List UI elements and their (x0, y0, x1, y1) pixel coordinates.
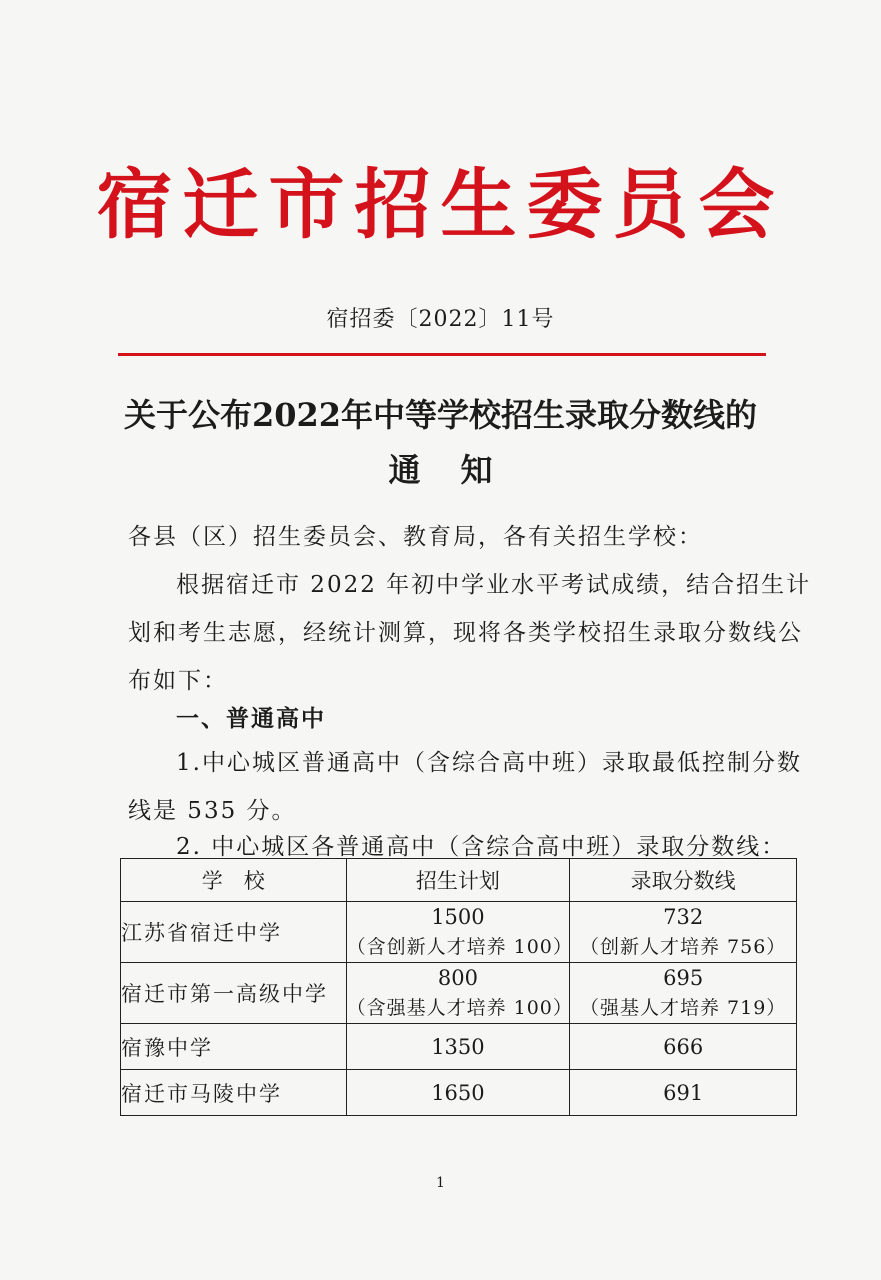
page-number: 1 (436, 1175, 445, 1191)
plan-note: （含强基人才培养 100） (346, 997, 573, 1019)
school-name: 宿豫中学 (121, 1024, 347, 1070)
column-header: 学 校 (121, 859, 347, 902)
table-row (121, 963, 797, 1024)
paragraph-line: 线是 535 分。 (128, 798, 297, 824)
plan-cell (346, 963, 573, 1024)
paragraph-line: 1.中心城区普通高中（含综合高中班）录取最低控制分数 (176, 750, 802, 776)
doc-number: 宿招委〔2022〕11号 (326, 307, 555, 332)
plan-value: 1350 (346, 1024, 570, 1070)
plan-note: （含创新人才培养 100） (346, 936, 573, 958)
school-name: 江苏省宿迁中学 (121, 902, 347, 963)
section-heading: 一、普通高中 (176, 705, 326, 732)
table-row (121, 1024, 797, 1070)
table-row (121, 902, 797, 963)
admission-score-table (120, 858, 797, 1116)
score-value: 666 (570, 1024, 797, 1070)
red-divider (118, 353, 766, 356)
score-note: （创新人才培养 756） (579, 936, 787, 958)
notice-title (60, 388, 821, 498)
salutation: 各县（区）招生委员会、教育局，各有关招生学校： (128, 524, 703, 550)
paragraph-line: 布如下： (128, 668, 228, 694)
plan-cell (346, 902, 573, 963)
table-row (121, 1070, 797, 1116)
notice-title-line1: 关于公布2022年中等学校招生录取分数线的 (123, 396, 758, 434)
plan-value: 1650 (346, 1070, 570, 1116)
plan-value: 800 (437, 966, 478, 990)
notice-title-line2: 通知 (388, 451, 533, 489)
table-header-row (121, 859, 797, 902)
plan-value: 1500 (431, 905, 485, 929)
score-value: 695 (663, 966, 704, 990)
paragraph-line: 2. 中心城区各普通高中（含综合高中班）录取分数线： (176, 834, 787, 860)
org-title: 宿迁市招生委员会 (96, 160, 785, 249)
score-value: 732 (663, 905, 704, 929)
score-cell (570, 963, 797, 1024)
paragraph-line: 根据宿迁市 2022 年初中学业水平考试成绩，结合招生计 (176, 572, 812, 598)
column-header: 录取分数线 (570, 859, 797, 902)
score-note: （强基人才培养 719） (579, 997, 787, 1019)
score-value: 691 (570, 1070, 797, 1116)
school-name: 宿迁市第一高级中学 (121, 963, 347, 1024)
score-cell (570, 902, 797, 963)
paragraph-line: 划和考生志愿，经统计测算，现将各类学校招生录取分数线公 (128, 620, 803, 646)
school-name: 宿迁市马陵中学 (121, 1070, 347, 1116)
column-header: 招生计划 (346, 859, 570, 902)
